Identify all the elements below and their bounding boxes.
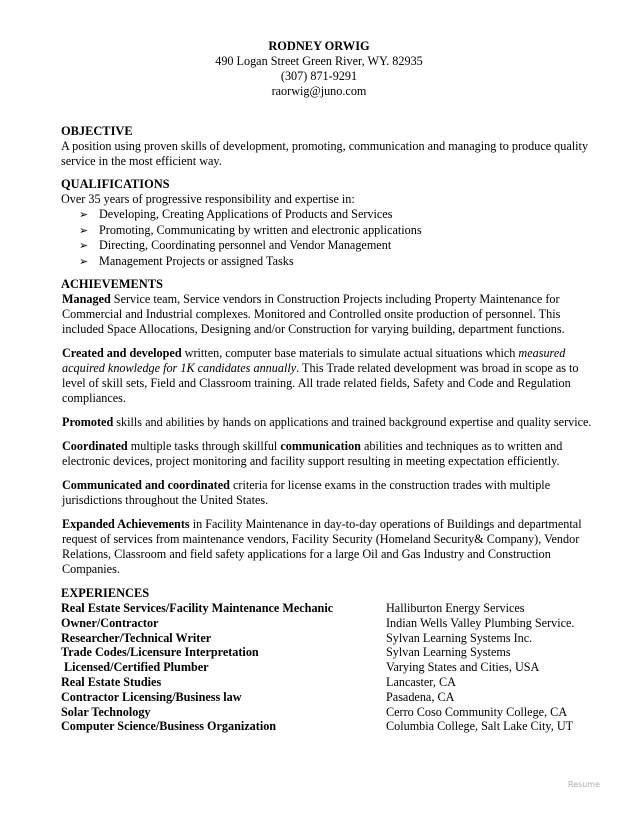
experiences-title: EXPERIENCES	[61, 586, 150, 600]
objective-section	[61, 124, 601, 169]
qualifications-intro: Over 35 years of progressive responsibility and expertise in:	[61, 192, 355, 206]
table-row: Contractor Licensing/Business law Pasadena, CA	[61, 689, 455, 704]
candidate-address: 490 Logan Street Green River, WY. 82935	[215, 54, 423, 68]
arrow-bullet-icon: ➢	[79, 239, 89, 252]
achievement-managed: Managed Service team, Service vendors in Construction Projects including Property Maintenance for Commercial and Industrial complexes. Monitored and Controlled onsite production of personnel. This included Space Allocations, Designing and/or Construction for varying building, department functions.	[62, 292, 565, 336]
footer-watermark-label: Resume	[567, 780, 600, 789]
qualifications-title: QUALIFICATIONS	[61, 177, 170, 191]
achievement-coordinated: Coordinated multiple tasks through skillful communication abilities and techniques as to written and electronic devices, project monitoring and facility support resulting in meeting expectation efficiently.	[62, 439, 563, 468]
arrow-bullet-icon: ➢	[79, 223, 89, 237]
table-row: Licensed/Certified Plumber Varying States and Cities, USA	[61, 660, 540, 675]
qualifications-section	[61, 177, 601, 269]
table-row: Real Estate Studies Lancaster, CA	[61, 674, 456, 689]
list-item: ➢ Developing, Creating Applications of Products and Services	[79, 207, 393, 221]
list-item: ➢ Directing, Coordinating personnel and Vendor Management	[79, 238, 392, 252]
table-row: Computer Science/Business Organization Columbia College, Salt Lake City, UT	[61, 719, 574, 734]
experiences-table	[61, 601, 574, 734]
table-row: Researcher/Technical Writer Sylvan Learning Systems Inc.	[61, 630, 533, 645]
achievement-promoted: Promoted skills and abilities by hands on applications and trained background expertise and quality service.	[62, 415, 592, 429]
table-row: Trade Codes/Licensure Interpretation Sylvan Learning Systems	[61, 645, 511, 660]
candidate-email: raorwig@juno.com	[271, 84, 367, 98]
resume-header	[0, 39, 638, 99]
table-row: Owner/Contractor Indian Wells Valley Plumbing Service.	[61, 615, 575, 630]
arrow-bullet-icon: ➢	[79, 208, 89, 221]
achievement-expanded: Expanded Achievements in Facility Maintenance in day-to-day operations of Buildings and departmental request of services from maintenance vendors, Facility Security (Homeland Security& Company), Vendor Relations, Classroom and field safety applications for a large Oil and Gas Industry and Construction Companies.	[62, 517, 582, 576]
list-item: ➢ Management Projects or assigned Tasks	[79, 253, 294, 268]
experiences-section	[61, 586, 601, 734]
objective-title: OBJECTIVE	[61, 124, 133, 138]
list-item: ➢ Promoting, Communicating by written and electronic applications	[79, 222, 422, 237]
resume-body	[61, 124, 601, 734]
table-row: Solar Technology Cerro Coso Community College, CA	[61, 704, 568, 719]
table-row: Real Estate Services/Facility Maintenance Mechanic Halliburton Energy Services	[61, 601, 525, 615]
arrow-bullet-icon: ➢	[79, 254, 89, 268]
achievement-created: Created and developed written, computer base materials to simulate actual situations which measured acquired knowledge for 1K candidates annually. This Trade related development was broad in scope as to level of skill sets, Field and Classroom training. All trade related fields, Safety and Code and Regulation compliances.	[62, 346, 579, 405]
achievements-title: ACHIEVEMENTS	[61, 277, 163, 291]
qualifications-list	[61, 207, 601, 269]
achievements-section	[61, 277, 601, 577]
candidate-name: RODNEY ORWIG	[268, 39, 370, 53]
objective-text: A position using proven skills of development, promoting, communication and managing to produce quality service in the most efficient way.	[61, 139, 589, 168]
achievement-communicated: Communicated and coordinated criteria for license exams in the construction trades with multiple jurisdictions throughout the United States.	[62, 478, 551, 507]
candidate-phone: (307) 871-9291	[280, 69, 358, 83]
